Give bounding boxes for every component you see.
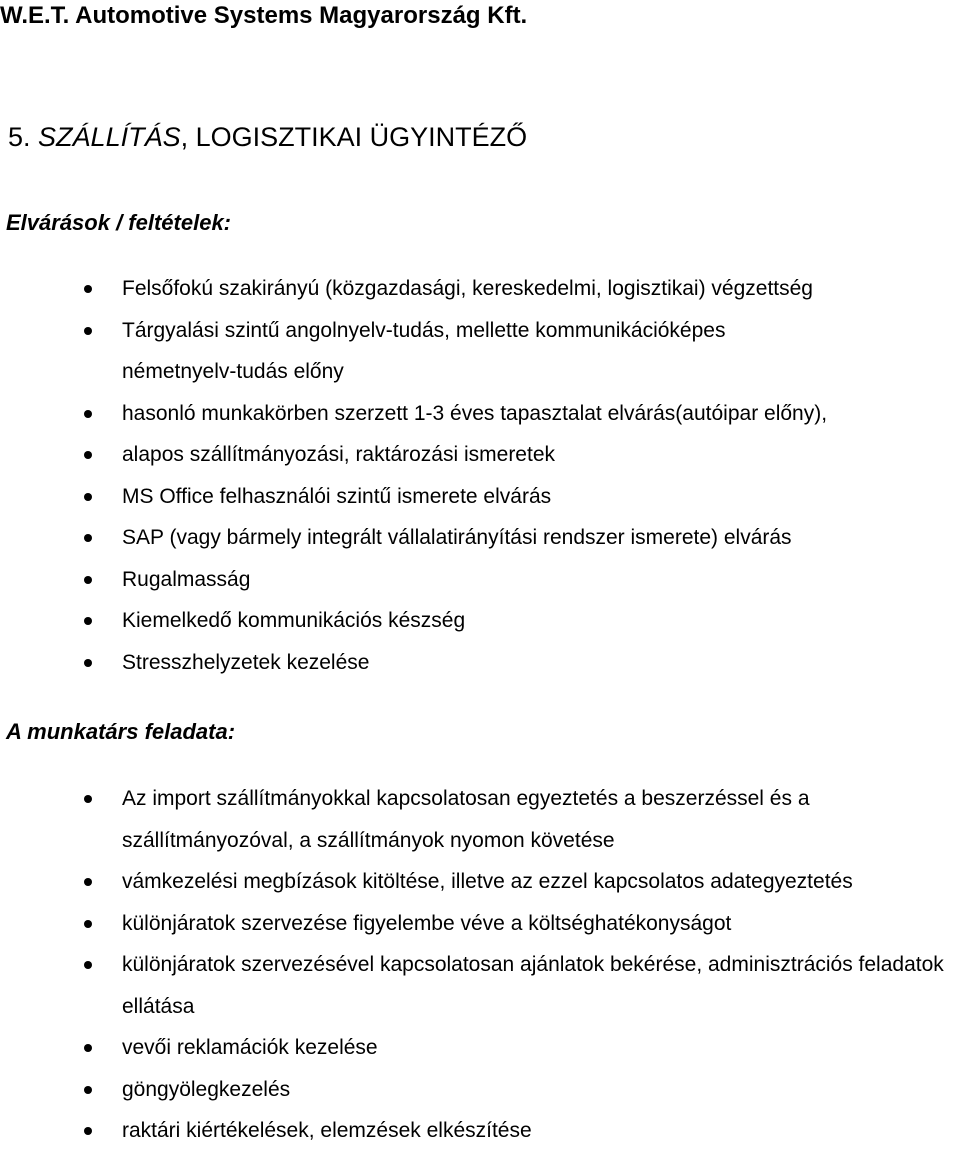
list-item-text: hasonló munkakörben szerzett 1-3 éves tapasztalat elvárás(autóipar előny), [122, 401, 828, 425]
list-item-text: SAP (vagy bármely integrált vállalatirányítási rendszer ismerete) elvárás [122, 526, 792, 549]
bullet-icon [84, 1086, 92, 1094]
list-item [0, 1027, 960, 1069]
bullet-icon [84, 878, 92, 886]
list-item [0, 393, 960, 435]
bullet-icon [84, 1044, 92, 1052]
company-name: W.E.T. Automotive Systems Magyarország Kft. [0, 2, 528, 29]
bullet-icon [84, 327, 92, 335]
list-item-text: Stresszhelyzetek kezelése [122, 650, 370, 674]
list-item-text: különjáratok szervezése figyelembe véve a költséghatékonyságot [122, 911, 732, 935]
bullet-icon [84, 659, 92, 667]
bullet-icon [84, 451, 92, 459]
bullet-icon [84, 1127, 92, 1135]
list-item [0, 903, 960, 945]
bullet-icon [84, 410, 92, 418]
requirements-list [0, 268, 960, 683]
job-title-rest: , LOGISZTIKAI ÜGYINTÉZŐ [180, 122, 528, 152]
list-item [0, 642, 960, 684]
bullet-icon [84, 493, 92, 501]
list-item [0, 476, 960, 518]
list-item-text: különjáratok szervezésével kapcsolatosan ajánlatok bekérése, adminisztrációs feladatok ellátása [122, 953, 944, 1018]
list-item [0, 268, 960, 310]
bullet-icon [84, 285, 92, 293]
list-item-text: vevői reklamációk kezelése [122, 1036, 378, 1059]
bullet-icon [84, 795, 92, 803]
list-item [0, 861, 960, 903]
list-item-text [0, 310, 836, 393]
bullet-icon [84, 576, 92, 584]
job-number: 5. [8, 122, 31, 152]
job-title-italic: SZÁLLÍTÁS [38, 122, 181, 152]
list-item-text: Az import szállítmányokkal kapcsolatosan egyeztetés a beszerzéssel és a szállítmányozóval, a szállítmányok nyomon követése [122, 787, 810, 852]
bullet-icon [84, 617, 92, 625]
tasks-list [0, 778, 960, 1152]
list-item [0, 600, 960, 642]
list-item [0, 944, 960, 1027]
list-item [0, 1110, 960, 1152]
bullet-icon [84, 534, 92, 542]
list-item-text: raktári kiértékelések, elemzések elkészítése [122, 1119, 532, 1142]
list-item-text: göngyölegkezelés [122, 1077, 291, 1101]
list-item [0, 517, 960, 559]
list-item [0, 559, 960, 601]
list-item [0, 310, 836, 393]
list-item-text: Felsőfokú szakirányú (közgazdasági, kereskedelmi, logisztikai) végzettség [122, 277, 813, 300]
list-item-text: alapos szállítmányozási, raktározási ismeretek [122, 443, 556, 466]
list-item-text: vámkezelési megbízások kitöltése, illetve az ezzel kapcsolatos adategyeztetés [122, 870, 853, 893]
list-item [0, 1069, 960, 1111]
list-item [0, 434, 960, 476]
list-item [0, 778, 922, 861]
list-item-text: Kiemelkedő kommunikációs készség [122, 609, 466, 632]
requirements-heading: Elvárások / feltételek: [6, 210, 232, 235]
bullet-icon [84, 961, 92, 969]
tasks-heading: A munkatárs feladata: [6, 719, 236, 744]
job-title [8, 118, 527, 156]
list-item-text-inner: Tárgyalási szintű angolnyelv-tudás, mellette kommunikációképes németnyelv-tudás előny [122, 318, 726, 383]
list-item-text: MS Office felhasználói szintű ismerete elvárás [122, 484, 552, 508]
bullet-icon [84, 920, 92, 928]
list-item-text: Rugalmasság [122, 567, 251, 591]
